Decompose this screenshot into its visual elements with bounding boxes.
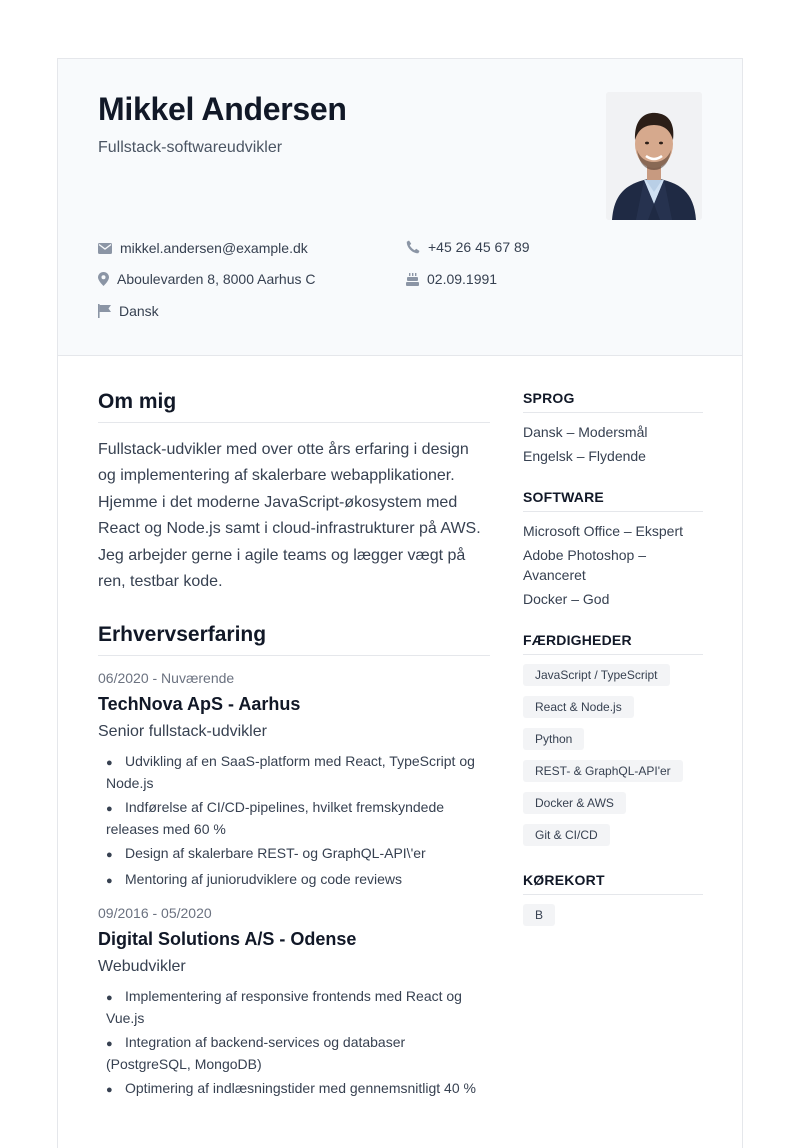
contact-birthdate	[406, 271, 497, 287]
license-tag: B	[523, 904, 555, 926]
job-entry	[98, 670, 490, 891]
experience-heading: Erhvervserfaring	[98, 623, 490, 656]
contact-address	[98, 271, 315, 287]
birthday-cake-icon	[406, 272, 419, 286]
job-bullets	[98, 986, 490, 1100]
languages-heading: SPROG	[523, 390, 703, 413]
job-role: Senior fullstack-udvikler	[98, 723, 267, 741]
contact-nationality-text: Dansk	[119, 303, 159, 319]
skills-heading: FÆRDIGHEDER	[523, 632, 703, 655]
contact-address-text: Aboulevarden 8, 8000 Aarhus C	[117, 271, 316, 287]
language-item: Engelsk – Flydende	[523, 448, 646, 464]
job-period: 06/2020 - Nuværende	[98, 670, 235, 687]
skill-tag: Python	[523, 728, 584, 750]
skill-tag: REST- & GraphQL-API'er	[523, 760, 683, 782]
profile-photo	[606, 92, 702, 220]
main-column	[98, 390, 490, 1104]
job-bullet-text: Mentoring af juniorudviklere og code reviews	[125, 871, 403, 888]
skills-tags	[523, 664, 703, 846]
skill-tag: Git & CI/CD	[523, 824, 610, 846]
contact-phone-text: +45 26 45 67 89	[428, 239, 530, 255]
job-bullet-text: Optimering af indlæsningstider med gennemsnitligt 40 %	[125, 1080, 476, 1097]
job-bullet: ● Mentoring af juniorudviklere og code reviews	[106, 871, 403, 888]
envelope-icon	[98, 243, 112, 254]
sidebar-column	[523, 390, 703, 952]
job-bullet: ● Indførelse af CI/CD-pipelines, hvilket fremskyndede releases med 60 %	[106, 799, 445, 838]
person-title: Fullstack-softwareudvikler	[98, 139, 283, 156]
job-company: TechNova ApS - Aarhus	[98, 694, 301, 715]
job-bullet: ● Integration af backend-services og databaser (PostgreSQL, MongoDB)	[106, 1034, 406, 1073]
flag-icon	[98, 304, 111, 318]
job-bullet: ● Implementering af responsive frontends med React og Vue.js	[106, 988, 462, 1027]
software-item: Docker – God	[523, 591, 610, 607]
skill-tag: Docker & AWS	[523, 792, 626, 814]
software-list	[523, 521, 703, 609]
resume-header	[58, 59, 742, 356]
job-role: Webudvikler	[98, 958, 186, 976]
job-bullet-text: Integration af backend-services og databaser (PostgreSQL, MongoDB)	[106, 1034, 406, 1073]
profile-photo-illustration	[606, 92, 702, 220]
job-bullet: ● Design af skalerbare REST- og GraphQL-API\'er	[106, 845, 426, 862]
about-heading: Om mig	[98, 390, 490, 423]
software-item: Microsoft Office – Ekspert	[523, 523, 684, 539]
skill-tag: React & Node.js	[523, 696, 634, 718]
skill-tag: JavaScript / TypeScript	[523, 664, 670, 686]
language-item: Dansk – Modersmål	[523, 424, 648, 440]
job-bullet: ● Udvikling af en SaaS-platform med React, TypeScript og Node.js	[106, 753, 475, 792]
languages-list	[523, 422, 703, 466]
job-bullet-text: Udvikling af en SaaS-platform med React, TypeScript og Node.js	[106, 753, 475, 792]
job-bullet-text: Indførelse af CI/CD-pipelines, hvilket fremskyndede releases med 60 %	[106, 799, 445, 838]
person-name: Mikkel Andersen	[98, 91, 347, 127]
contact-birthdate-text: 02.09.1991	[427, 271, 498, 287]
contact-email-text: mikkel.andersen@example.dk	[120, 240, 308, 256]
job-bullet-text: Implementering af responsive frontends med React og Vue.js	[106, 988, 462, 1027]
job-entry	[98, 905, 490, 1100]
map-pin-icon	[98, 272, 109, 286]
phone-icon	[406, 240, 420, 254]
job-bullet-text: Design af skalerbare REST- og GraphQL-API\'er	[125, 845, 426, 862]
resume-page	[57, 58, 743, 1148]
contact-nationality	[98, 303, 159, 319]
about-text: Fullstack-udvikler med over otte års erfaring i design og implementering af skalerbare webapplikationer. Hjemme i det moderne JavaScript-økosystem med React og Node.js samt i cloud-infrastrukturer på AWS. Jeg arbejder gerne i agile teams og lægger vægt på ren, testbar kode.	[98, 441, 481, 591]
software-heading: SOFTWARE	[523, 489, 703, 512]
software-item: Adobe Photoshop – Avanceret	[523, 547, 646, 583]
job-bullets	[98, 751, 490, 891]
contact-phone[interactable]	[406, 239, 530, 255]
job-period: 09/2016 - 05/2020	[98, 905, 212, 922]
license-heading: KØREKORT	[523, 872, 703, 895]
job-company: Digital Solutions A/S - Odense	[98, 929, 357, 950]
license-tags	[523, 904, 703, 926]
job-bullet: ● Optimering af indlæsningstider med gennemsnitligt 40 %	[106, 1080, 476, 1097]
contact-email[interactable]	[98, 240, 308, 256]
